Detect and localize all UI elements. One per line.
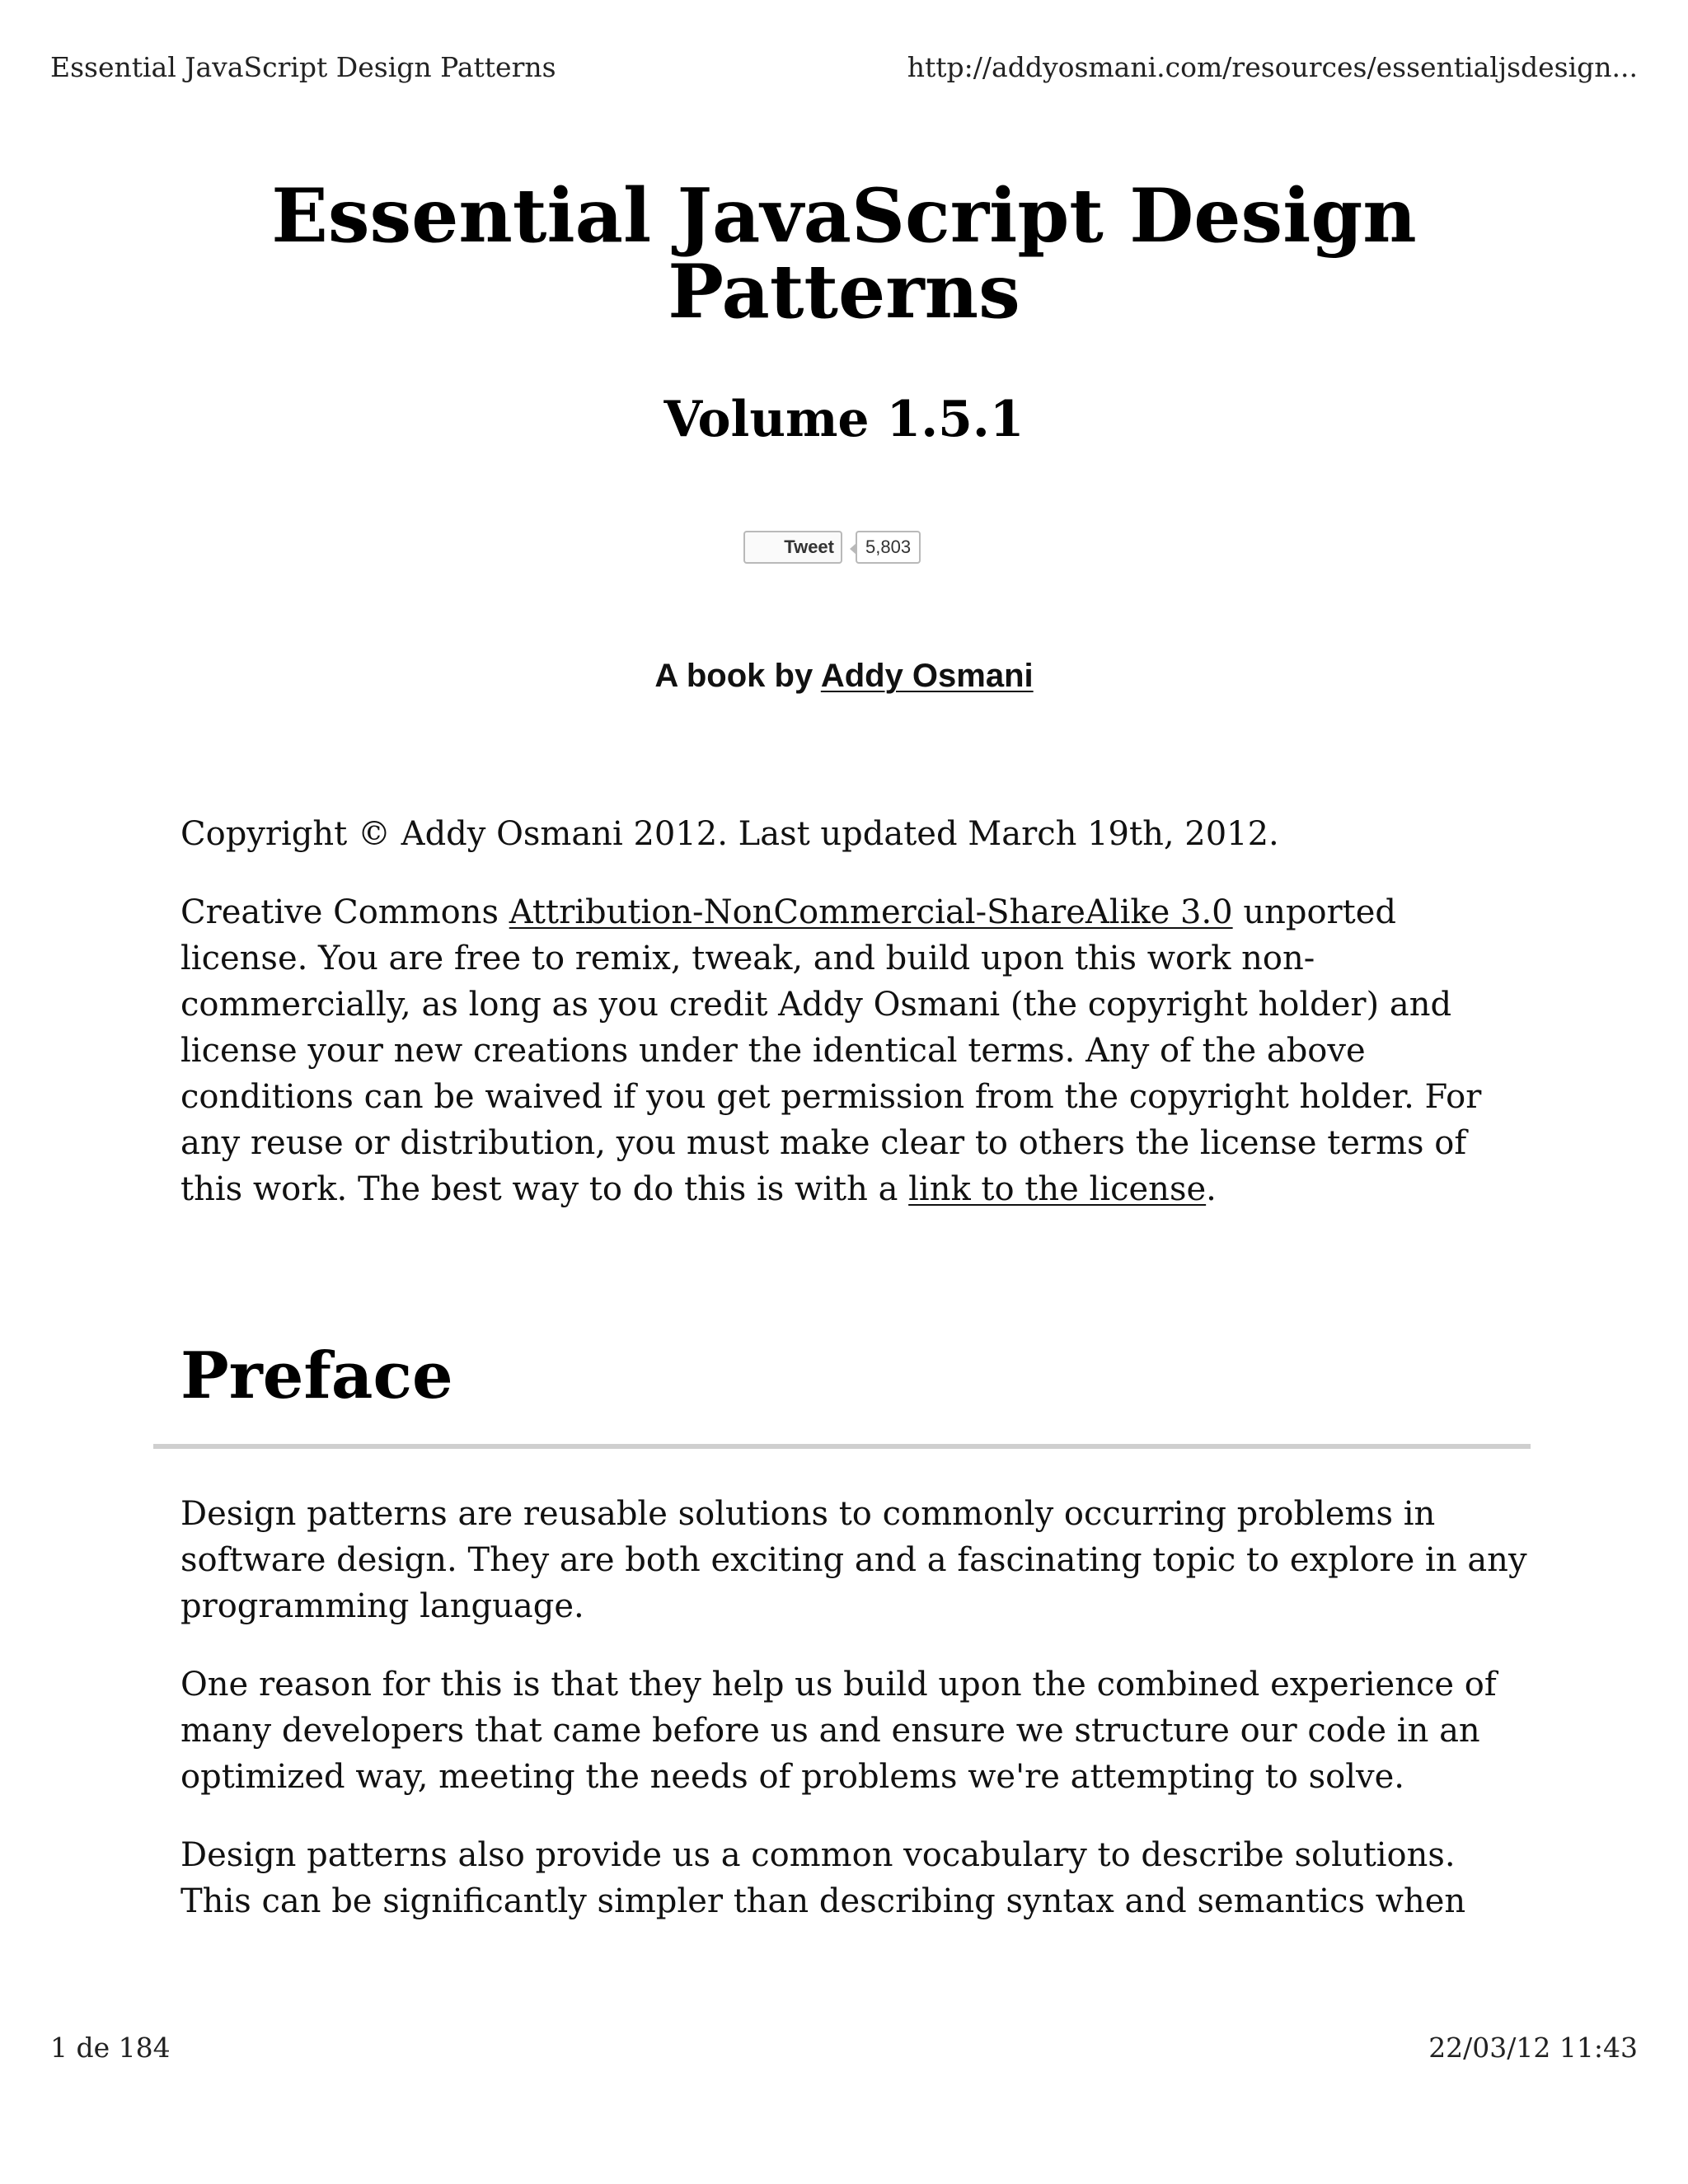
book-title-line-1: Essential JavaScript Design (271, 172, 1417, 260)
tweet-button[interactable]: Tweet (743, 531, 842, 564)
print-header-url: http://addyosmani.com/resources/essentialjsdesign... (907, 51, 1638, 83)
license-paragraph (181, 889, 1532, 1212)
license-text-after: . (1206, 1170, 1217, 1208)
byline-prefix: A book by (654, 658, 821, 694)
book-title (0, 172, 1688, 335)
book-volume: Volume 1.5.1 (663, 391, 1025, 448)
preface-paragraph-2: One reason for this is that they help us build upon the combined experience of many developers that came before us and ensure we structure our code in an optimized way, meeting the needs of problems we're attempting to solve. (181, 1666, 1497, 1796)
preface-paragraph-3: Design patterns also provide us a common vocabulary to describe solutions. This can be significantly simpler than describing syntax and semantics when (181, 1836, 1466, 1920)
print-footer-datetime: 22/03/12 11:43 (1428, 2032, 1638, 2064)
license-text-before: Creative Commons (181, 893, 509, 931)
book-title-line-2: Patterns (668, 248, 1020, 335)
tweet-widget (743, 531, 921, 564)
license-type-link[interactable]: Attribution-NonCommercial-ShareAlike 3.0 (509, 893, 1233, 931)
license-text-middle: unported license. You are free to remix, tweak, and build upon this work non-commercially, as long as you credit Addy Osmani (the copyright holder) and license your new creations under the identical terms. Any of the above conditions can be waived if you get permission from the copyright holder. For any reuse or distribution, you must make clear to others the license terms of this work. The best way to do this is with a (181, 893, 1482, 1208)
preface-paragraph-1: Design patterns are reusable solutions to commonly occurring problems in software design. They are both exciting and a fascinating topic to explore in any programming language. (181, 1495, 1527, 1625)
preface-heading: Preface (181, 1338, 453, 1413)
byline (0, 658, 1688, 695)
print-header-title: Essential JavaScript Design Patterns (50, 51, 556, 83)
section-divider (153, 1444, 1531, 1449)
license-link[interactable]: link to the license (908, 1170, 1207, 1208)
print-footer-page-number: 1 de 184 (50, 2032, 171, 2064)
copyright-notice: Copyright © Addy Osmani 2012. Last updated March 19th, 2012. (181, 815, 1279, 853)
tweet-count: 5,803 (856, 531, 921, 564)
author-link[interactable]: Addy Osmani (820, 658, 1034, 694)
